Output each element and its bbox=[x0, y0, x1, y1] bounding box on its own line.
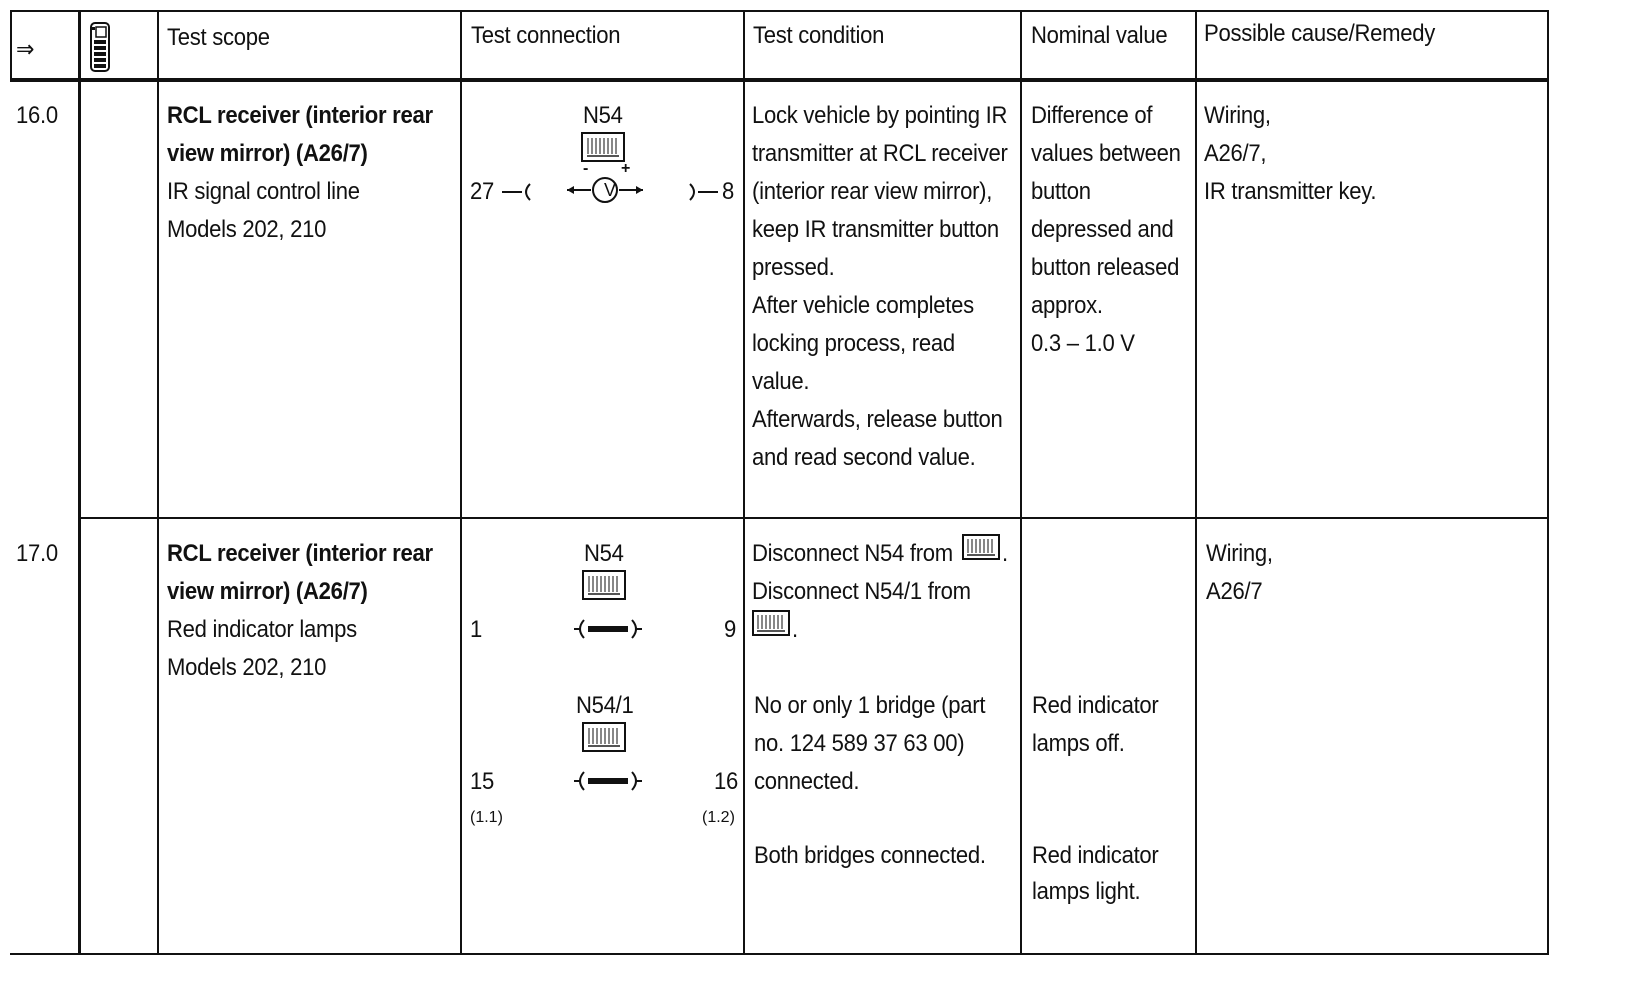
breakout-box-icon bbox=[962, 534, 1000, 560]
condition-line: (interior rear view mirror), bbox=[752, 178, 993, 205]
condition-line: and read second value. bbox=[752, 444, 976, 471]
column-divider-6 bbox=[1195, 10, 1197, 955]
probe-left-icon bbox=[500, 182, 534, 207]
condition-line: transmitter at RCL receiver bbox=[752, 140, 1008, 167]
nominal-line: button released bbox=[1031, 254, 1180, 281]
nominal-line: depressed and bbox=[1031, 216, 1174, 243]
condition-line: After vehicle completes bbox=[752, 292, 974, 319]
condition-line: Afterwards, release button bbox=[752, 406, 1003, 433]
condition-line: connected. bbox=[754, 768, 860, 795]
header-test-condition: Test condition bbox=[753, 22, 885, 49]
condition-period: . bbox=[1002, 540, 1008, 567]
nominal-line: 0.3 – 1.0 V bbox=[1031, 330, 1135, 357]
breakout-box-icon bbox=[582, 722, 626, 752]
column-divider-3 bbox=[460, 10, 462, 955]
header-nominal-value: Nominal value bbox=[1031, 22, 1168, 49]
test-scope-subtitle: IR signal control line bbox=[167, 178, 360, 205]
meter-symbol: V bbox=[603, 180, 616, 200]
pin-left: 15 bbox=[470, 768, 495, 795]
pin-right: 8 bbox=[722, 178, 735, 205]
pin-right-sub: (1.2) bbox=[702, 809, 735, 826]
nominal-line: button bbox=[1031, 178, 1091, 205]
cause-line: Wiring, bbox=[1204, 102, 1271, 129]
test-scope-models: Models 202, 210 bbox=[167, 216, 327, 243]
nominal-line: values between bbox=[1031, 140, 1181, 167]
nominal-line: lamps off. bbox=[1032, 730, 1125, 757]
condition-line: pressed. bbox=[752, 254, 835, 281]
pin-right: 16 bbox=[714, 768, 739, 795]
cause-line: IR transmitter key. bbox=[1204, 178, 1377, 205]
condition-period: . bbox=[792, 616, 798, 643]
test-scope-subtitle: Red indicator lamps bbox=[167, 616, 357, 643]
pin-left: 27 bbox=[470, 178, 495, 205]
condition-line: keep IR transmitter button bbox=[752, 216, 999, 243]
row-divider bbox=[78, 517, 1549, 519]
pin-left-sub: (1.1) bbox=[470, 809, 503, 826]
table-right-border bbox=[1547, 10, 1549, 955]
header-test-scope: Test scope bbox=[167, 24, 270, 51]
bridge-plug-icon bbox=[574, 768, 642, 799]
cause-line: Wiring, bbox=[1206, 540, 1273, 567]
test-table bbox=[10, 10, 1625, 998]
nominal-line: lamps light. bbox=[1032, 878, 1141, 905]
breakout-box-icon bbox=[582, 570, 626, 600]
column-divider-1 bbox=[78, 10, 81, 955]
condition-line: no. 124 589 37 63 00) bbox=[754, 730, 965, 757]
cause-line: A26/7 bbox=[1206, 578, 1263, 605]
connector-label: N54 bbox=[583, 102, 623, 129]
connector-label: N54/1 bbox=[576, 692, 634, 719]
bridge-plug-icon bbox=[574, 616, 642, 647]
column-divider-5 bbox=[1020, 10, 1022, 955]
condition-line: Lock vehicle by pointing IR bbox=[752, 102, 1008, 129]
nominal-line: Red indicator bbox=[1032, 692, 1159, 719]
condition-line: Both bridges connected. bbox=[754, 842, 986, 869]
tester-device-icon bbox=[88, 22, 112, 77]
header-test-connection: Test connection bbox=[471, 22, 621, 49]
pin-left: 1 bbox=[470, 616, 483, 643]
probe-right-icon bbox=[686, 182, 720, 207]
step-number: 17.0 bbox=[16, 540, 58, 567]
meter-minus: - bbox=[583, 160, 589, 177]
table-bottom-border bbox=[10, 953, 1549, 955]
nominal-line: Difference of bbox=[1031, 102, 1153, 129]
condition-line: No or only 1 bridge (part bbox=[754, 692, 986, 719]
test-scope-title: RCL receiver (interior rear bbox=[167, 102, 433, 129]
condition-line: Disconnect N54/1 from bbox=[752, 578, 971, 605]
table-top-border bbox=[10, 10, 1549, 12]
nominal-line: Red indicator bbox=[1032, 842, 1159, 869]
step-number: 16.0 bbox=[16, 102, 58, 129]
test-scope-title: RCL receiver (interior rear bbox=[167, 540, 433, 567]
breakout-box-icon bbox=[752, 610, 790, 636]
header-possible-cause: Possible cause/Remedy bbox=[1204, 20, 1436, 47]
test-scope-title: view mirror) (A26/7) bbox=[167, 578, 368, 605]
connector-label: N54 bbox=[584, 540, 624, 567]
column-divider-4 bbox=[743, 10, 745, 955]
breakout-box-icon bbox=[581, 132, 625, 162]
table-left-border bbox=[10, 10, 12, 80]
nominal-line: approx. bbox=[1031, 292, 1103, 319]
pin-right: 9 bbox=[724, 616, 737, 643]
condition-line: value. bbox=[752, 368, 810, 395]
condition-line: locking process, read bbox=[752, 330, 955, 357]
header-arrow: ⇒ bbox=[16, 36, 35, 63]
condition-line: Disconnect N54 from bbox=[752, 540, 953, 567]
test-scope-title: view mirror) (A26/7) bbox=[167, 140, 368, 167]
column-divider-2 bbox=[157, 10, 159, 955]
header-divider bbox=[10, 78, 1549, 82]
test-scope-models: Models 202, 210 bbox=[167, 654, 327, 681]
cause-line: A26/7, bbox=[1204, 140, 1267, 167]
meter-plus: + bbox=[621, 160, 631, 177]
